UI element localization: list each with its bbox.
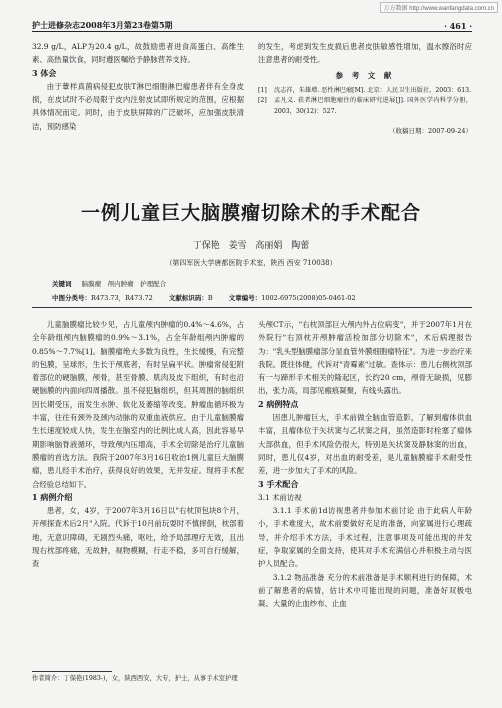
journal-info: 护士进修杂志2008年3月第23卷第5期 (32, 20, 173, 30)
classification-line (52, 293, 370, 302)
operation-text-2: 3.1.2 物品准备 充分的术前准备是手术顺利进行的保障，术前了解患者的病情，估计术中可能出现的问题，准备好双极电凝、大量的止血纱布、止血 (258, 572, 472, 609)
running-header (32, 20, 472, 31)
page-number: · 461 · (444, 21, 472, 31)
case-text: 患者，女，4岁，于2007年3月16日以"右枕顶包块8个月，开颅探查术后2月"入院。代诉于10月前玩耍时不慎摔倒，枕部着地，无意识障碍，无剧烈头痛，呕吐，给予局部理疗无效，且出现右枕部疼痛，无故肿，视物模糊，行走不稳，多可自行缓解，查 (32, 506, 244, 569)
affiliation: （第四军医大学唐都医院手术室，陕西 西安 710038） (165, 259, 337, 267)
received-date: （收稿日期：2007-09-24） (389, 127, 472, 136)
footnote-rule (32, 671, 112, 672)
features-heading: 2 病例特点 (258, 398, 299, 409)
reference-number: [2] (258, 97, 267, 105)
body-left-column (32, 318, 244, 571)
prev-right-text: 的发生，考虑到发生皮损后患者皮肤敏感性增加，温水擦浴时应注意患者的耐受性。 (258, 42, 472, 65)
features-text: 因患儿肿瘤巨大，手术前做全脑血管造影，了解到瘤体供血丰富，且瘤体位于矢状窦与乙状窦之间，虽然造影时栓塞了瘤体大部供血，但手术风险仍很大，特别是矢状窦及静脉窦的出血，同时，患儿仅4岁，对出血的耐受差，是儿童脑膜瘤手术耐受性差，进一步加大了手术的风险。 (258, 413, 472, 476)
meta-rule (32, 307, 472, 308)
experience-text: 由于蕈样真菌病侵犯皮肤T淋巴细胞淋巴瘤患者伴有全身皮损，在皮试时不必局限于皮内注射皮试即所规定的范围，应根据具体情况而定。同时，由于皮肤屏障的广泛破坏，应加强皮肤清洁，预防感染 (32, 81, 244, 131)
references-title: 参 考 文 献 (335, 70, 395, 80)
clc-label: 中图分类号： (52, 294, 91, 302)
doc-code: B (207, 294, 213, 302)
authors: 丁保艳 姜雪 高丽娟 陶蕾 (192, 241, 310, 251)
clc-code: R473.73，R473.72 (91, 294, 153, 302)
case-heading: 1 病例介绍 (32, 491, 73, 502)
reference-text: 沈志祥，朱雄增. 恶性淋巴瘤[M]. 北京：人民卫生出版社，2003：613. (274, 86, 472, 94)
author-footnote: 作者简介：丁保艳(1983-)，女，陕西西安，大专，护士，从事手术室护理 (32, 675, 238, 682)
prev-paragraph: 32.9 g/L，ALP为20.4 g/L，故鼓励患者进食高蛋白、高维生素、高热量饮食，同时遵医嘱给予静脉营养支持。 (32, 42, 244, 65)
reference-text: 孟凡义. 获者淋巴细胞瘤住的临床研究进展[J]. 国外医学内科学分册，2003，30(12)：527. (274, 97, 472, 115)
reference-item (258, 86, 472, 97)
operation-text-1: 3.1.1 手术前1d访视患者并参加术前讨论 由于此病人年龄小，手术难度大，故术前要做好充足的准备，向家属进行心理疏导，并介绍手术方法，手术过程，注意事项及可能出现的并发症，争取家属的全面支持，使其对手术充满信心并积极主动与医护人员配合。 (258, 506, 472, 569)
body-right-column (258, 318, 472, 611)
operation-subheading: 3.1 术前访视 (258, 492, 302, 502)
article-title: 一例儿童巨大脑膜瘤切除术的手术配合 (80, 202, 421, 224)
watermark: 万方数据 http://www.wanfangdata.com.cn (380, 2, 498, 13)
prev-article-left (32, 40, 244, 133)
keywords-line (52, 279, 180, 288)
article-no-label: 文章编号： (228, 294, 262, 302)
doc-code-label: 文献标识码： (168, 294, 208, 302)
operation-heading: 3 手术配合 (258, 478, 299, 489)
reference-item (258, 96, 472, 117)
intro-paragraph: 儿童脑膜瘤比较少见，占儿童颅内肿瘤的0.4%～4.6%，占全年龄组颅内脑膜瘤的0.9%～3.1%，占全年龄组颅内肿瘤的0.85%～7.7%[1]。脑膜瘤绝大多数为良性，生长缓慢，有完整的包膜，呈球形，生长于颅底者，有时呈扁平状。肿瘤常侵犯附着部位的硬脑膜，颅骨，甚至骨膜、肌肉及皮下组织，有时也沿硬脑膜的内面向四周播散。虽不侵犯脑组织，但其周围的脑组织因长期受压，而发生水肿、软化及萎缩等改变。肿瘤血循环极为丰富，往往有颈外及颈内动脉的双重血液供应。由于儿童脑膜瘤生长速度较成人快，发生在脑室内的比例比成人高，因此容易早期影响脑脊液循环，导致颅内压增高，手术全切除是治疗儿童脑膜瘤的首选方法。我院于2007年3月16日收治1例儿童巨大脑膜瘤，患儿经手术治疗，获得良好的效果，无并发症。现将手术配合经验总结如下。 (32, 320, 244, 489)
header-rule (32, 31, 472, 32)
reference-number: [1] (258, 86, 267, 94)
keywords: 脑膜瘤 颅内肿瘤 护理配合 (81, 280, 167, 288)
experience-heading: 3 体会 (32, 67, 57, 78)
prev-article-right (258, 40, 472, 139)
keywords-label: 关键词 (52, 280, 72, 288)
case-continued: 头颅CT示，"右枕顶部巨大颅内外占位病变"，并于2007年1月在外院行"右顶枕开颅肿瘤活检加部分切除术"，术后病理报告为："乳头型脑膜瘤部分显血管外膜细胞瘤特征"。为进一步治疗来我院。既往体健，代诉对"青霉素"过敏。查体示：患儿右侧枕顶部有一与蹄形手术相关的隆起区，长约20 cm，颅骨无缺损，见膨出，张力高，局部见瘢痕凝聚，有线头露出。 (258, 320, 472, 396)
article-no: 1002-6975(2008)05-0461-02 (261, 294, 356, 302)
